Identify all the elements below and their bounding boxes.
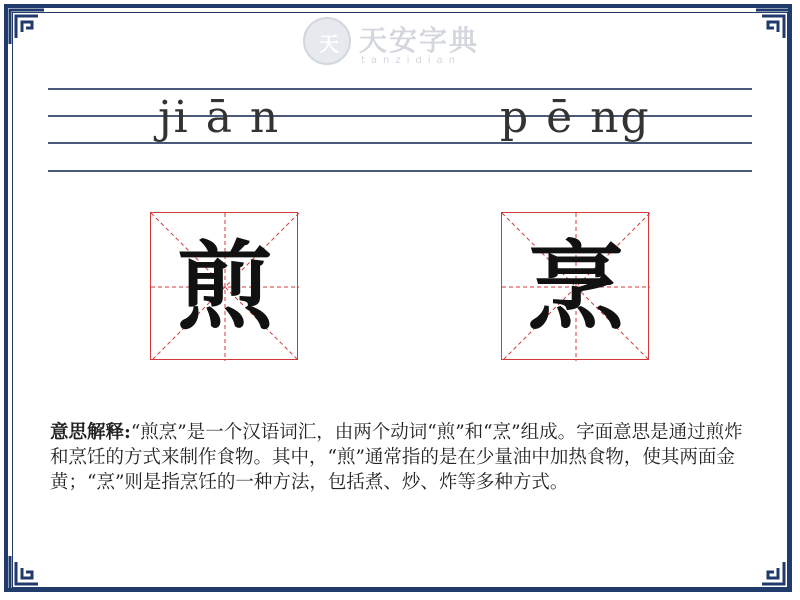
character-jian: 煎 xyxy=(177,230,273,343)
pinyin-peng: p ē ng xyxy=(500,92,651,143)
staff-line xyxy=(48,170,752,172)
corner-ornament-icon xyxy=(8,554,46,592)
logo-seal-icon: 天 xyxy=(303,17,351,65)
staff-line xyxy=(48,88,752,90)
character-peng: 烹 xyxy=(528,230,624,343)
pinyin-jian: ji ā n xyxy=(158,92,281,143)
corner-ornament-icon xyxy=(8,8,46,46)
meaning-label: 意思解释: xyxy=(50,422,131,443)
meaning-text: “煎烹”是一个汉语词汇，由两个动词“煎”和“烹”组成。字面意思是通过煎炸和烹饪的方式来制作食物。其中，“煎”通常指的是在少量油中加热食物，使其两面金黄；“烹”则是指烹饪的一种方法，包括煮、炒、炸等多种方式。 xyxy=(50,422,743,493)
character-grid-peng xyxy=(501,212,649,360)
watermark-logo xyxy=(303,15,503,71)
corner-ornament-icon xyxy=(754,8,792,46)
logo-subtitle: tanzidian xyxy=(361,55,462,66)
meaning-paragraph xyxy=(50,420,750,495)
logo-title: 天安字典 xyxy=(359,24,480,57)
corner-ornament-icon xyxy=(754,554,792,592)
character-grid-jian xyxy=(150,212,298,360)
